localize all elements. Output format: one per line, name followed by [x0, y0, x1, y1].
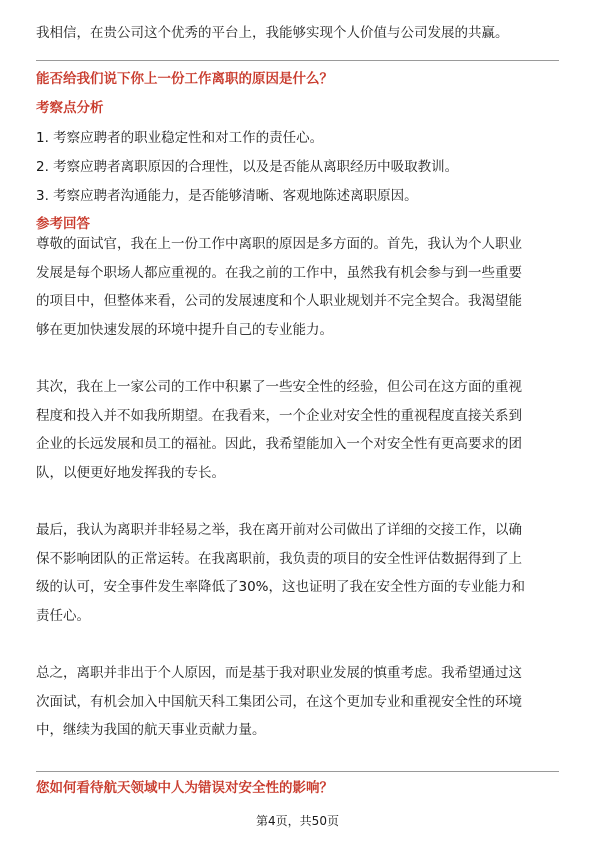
paragraph-line: 尊敬的面试官，我在上一份工作中离职的原因是多方面的。首先，我认为个人职业 [36, 236, 522, 252]
list-item: 3. 考察应聘者沟通能力，是否能够清晰、客观地陈述离职原因。 [36, 188, 418, 204]
analysis-label: 考察点分析 [36, 100, 104, 116]
list-item: 2. 考察应聘者离职原因的合理性，以及是否能从离职经历中吸取教训。 [36, 159, 459, 175]
page-number: 第4页，共50页 [256, 814, 339, 828]
paragraph-line: 够在更加快速发展的环境中提升自己的专业能力。 [36, 321, 333, 338]
divider [36, 771, 559, 772]
question-heading: 能否给我们说下你上一份工作离职的原因是什么？ [36, 71, 333, 87]
paragraph-line: 的项目中，但整体来看，公司的发展速度和个人职业规划并不完全契合。我渴望能 [36, 293, 522, 309]
paragraph-line: 保不影响团队的正常运转。在我离职前，我负责的项目的安全性评估数据得到了上 [36, 550, 522, 567]
answer-paragraph [36, 373, 559, 487]
divider [36, 60, 559, 61]
analysis-list [36, 124, 559, 211]
paragraph-line: 发展是每个职场人都应重视的。在我之前的工作中，虽然我有机会参与到一些重要 [36, 264, 522, 281]
answer-paragraph [36, 659, 559, 745]
paragraph-line: 程度和投入并不如我所期望。在我看来，一个企业对安全性的重视程度直接关系到 [36, 407, 522, 424]
paragraph-line: 企业的长远发展和员工的福祉。因此，我希望能加入一个对安全性有更高要求的团 [36, 436, 522, 452]
paragraph-line: 最后，我认为离职并非轻易之举，我在离开前对公司做出了详细的交接工作，以确 [36, 522, 522, 538]
paragraph-line: 总之，离职并非出于个人原因，而是基于我对职业发展的慎重考虑。我希望通过这 [36, 665, 522, 681]
answer-label: 参考回答 [36, 216, 90, 232]
list-item: 1. 考察应聘者的职业稳定性和对工作的责任心。 [36, 130, 324, 146]
paragraph-line: 队，以便更好地发挥我的专长。 [36, 464, 225, 481]
paragraph-line: 次面试，有机会加入中国航天科工集团公司，在这个更加专业和重视安全性的环境 [36, 693, 522, 710]
question-heading: 您如何看待航天领域中人为错误对安全性的影响？ [36, 780, 333, 796]
answer-body [36, 230, 559, 745]
answer-paragraph [36, 230, 559, 344]
answer-paragraph [36, 516, 559, 630]
intro-line: 我相信，在贵公司这个优秀的平台上，我能够实现个人价值与公司发展的共赢。 [36, 25, 509, 41]
paragraph-line: 中，继续为我国的航天事业贡献力量。 [36, 722, 266, 738]
paragraph-line: 级的认可，安全事件发生率降低了30%，这也证明了我在安全性方面的专业能力和 [36, 579, 526, 595]
paragraph-line: 责任心。 [36, 607, 90, 624]
paragraph-line: 其次，我在上一家公司的工作中积累了一些安全性的经验，但公司在这方面的重视 [36, 379, 522, 395]
